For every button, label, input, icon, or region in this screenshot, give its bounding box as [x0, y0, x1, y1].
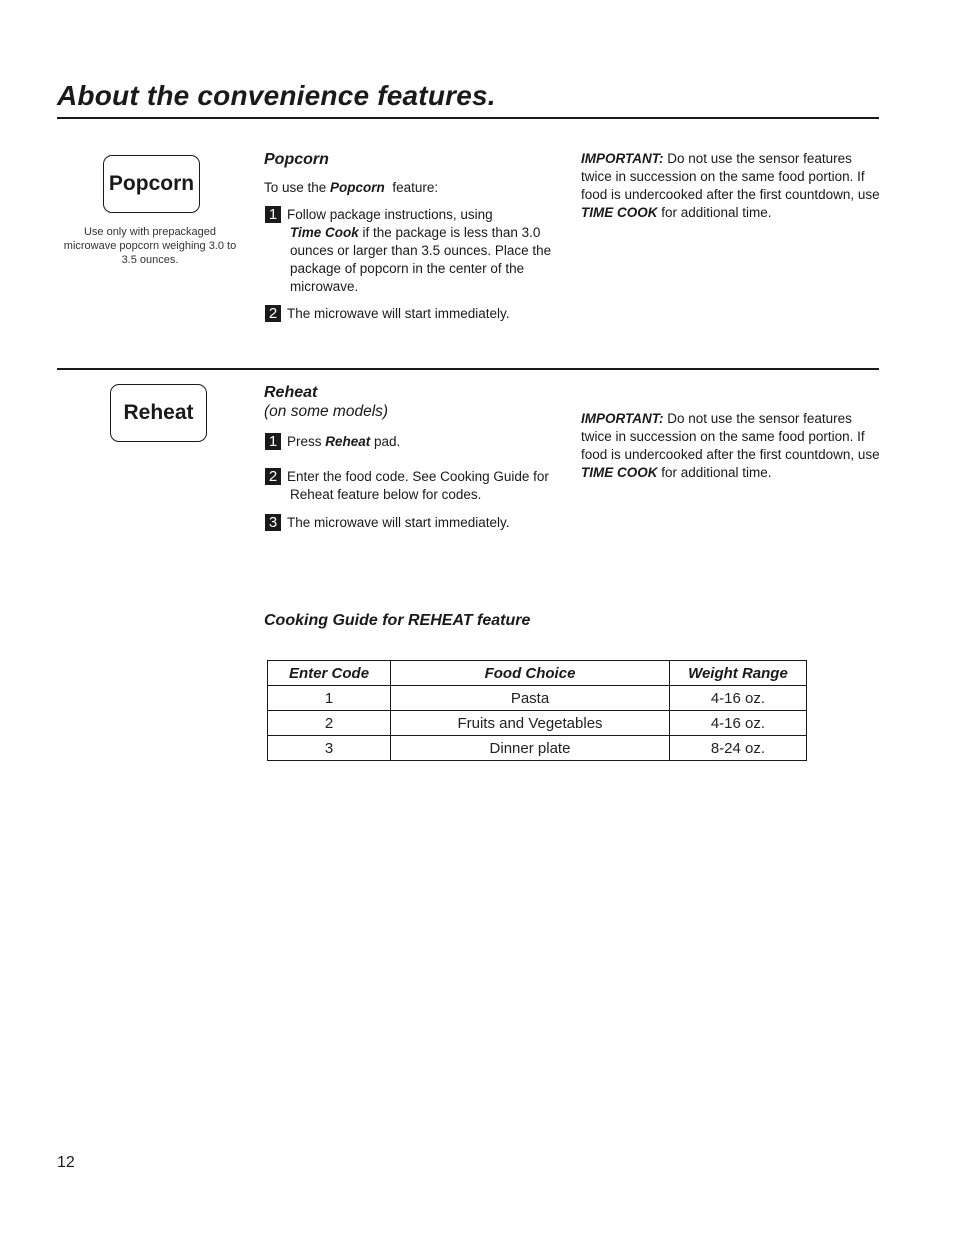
step-number: 2: [265, 468, 281, 485]
important-text: Do not use the sensor features twice in succession on the same food portion. If food is undercooked after the first countdown, use: [581, 151, 880, 202]
cell-code: 1: [268, 686, 391, 711]
step-text: The microwave will start immediately.: [287, 515, 510, 530]
section-divider: [57, 368, 879, 370]
step-number: 2: [265, 305, 281, 322]
page-number: 12: [57, 1154, 75, 1171]
reheat-pad-button[interactable]: Reheat: [110, 384, 207, 442]
step-rest: if the package is less than 3.0 ounces or larger than 3.5 ounces. Place the package of popcorn in the center of the microwave.: [290, 225, 552, 294]
popcorn-step-1: [265, 206, 563, 296]
step-text: [265, 206, 563, 296]
table-row: [268, 711, 807, 736]
popcorn-intro: [264, 179, 438, 197]
cell-food: Dinner plate: [391, 736, 670, 761]
step-before: Press: [287, 434, 326, 449]
cell-code: 2: [268, 711, 391, 736]
cell-weight: 8-24 oz.: [669, 736, 806, 761]
step-continuation: Reheat feature below for codes.: [290, 487, 482, 502]
important-text-end: for additional time.: [657, 205, 772, 220]
reheat-step-3: [265, 514, 563, 532]
reheat-heading: Reheat: [264, 384, 318, 401]
cooking-guide-table: [267, 660, 807, 761]
table-row: [268, 736, 807, 761]
cell-food: Fruits and Vegetables: [391, 711, 670, 736]
important-label: IMPORTANT:: [581, 411, 664, 426]
popcorn-step-2: [265, 305, 563, 323]
popcorn-pad-note: Use only with prepackaged microwave popcorn weighing 3.0 to 3.5 ounces.: [63, 226, 237, 266]
cell-weight: 4-16 oz.: [669, 686, 806, 711]
time-cook-label: TIME COOK: [581, 465, 658, 480]
column-header-food: Food Choice: [391, 661, 670, 686]
important-text-end: for additional time.: [657, 465, 772, 480]
step-text: [265, 468, 563, 504]
step-number: 1: [265, 433, 281, 450]
reheat-important-note: [581, 410, 881, 482]
popcorn-intro-after: feature:: [384, 180, 439, 195]
popcorn-pad-button[interactable]: Popcorn: [103, 155, 200, 213]
reheat-step-1: [265, 433, 563, 451]
step-number: 1: [265, 206, 281, 223]
reheat-subheading: (on some models): [264, 403, 389, 420]
popcorn-heading: Popcorn: [264, 151, 329, 168]
cell-code: 3: [268, 736, 391, 761]
step-text: The microwave will start immediately.: [287, 306, 510, 321]
popcorn-important-note: [581, 150, 881, 222]
popcorn-intro-before: To use the: [264, 180, 331, 195]
step-continuation: [287, 224, 563, 296]
page-title: About the convenience features.: [57, 80, 496, 111]
reheat-step-2: [265, 468, 563, 504]
cell-food: Pasta: [391, 686, 670, 711]
cell-weight: 4-16 oz.: [669, 711, 806, 736]
column-header-code: Enter Code: [268, 661, 391, 686]
step-after: pad.: [370, 434, 401, 449]
time-cook-label: TIME COOK: [581, 205, 658, 220]
column-header-weight: Weight Range: [669, 661, 806, 686]
step-text: [265, 433, 563, 451]
important-text: Do not use the sensor features twice in succession on the same food portion. If food is undercooked after the first countdown, use: [581, 411, 880, 462]
table-header-row: [268, 661, 807, 686]
popcorn-intro-bold: Popcorn: [330, 180, 385, 195]
time-cook-label: Time Cook: [290, 225, 359, 240]
important-label: IMPORTANT:: [581, 151, 664, 166]
cooking-guide-title: Cooking Guide for REHEAT feature: [264, 612, 531, 629]
title-divider: [57, 117, 879, 119]
step-line: Follow package instructions, using: [287, 207, 493, 222]
table-row: [268, 686, 807, 711]
step-number: 3: [265, 514, 281, 531]
reheat-label: Reheat: [325, 434, 371, 449]
step-line: Enter the food code. See Cooking Guide for: [287, 469, 549, 484]
